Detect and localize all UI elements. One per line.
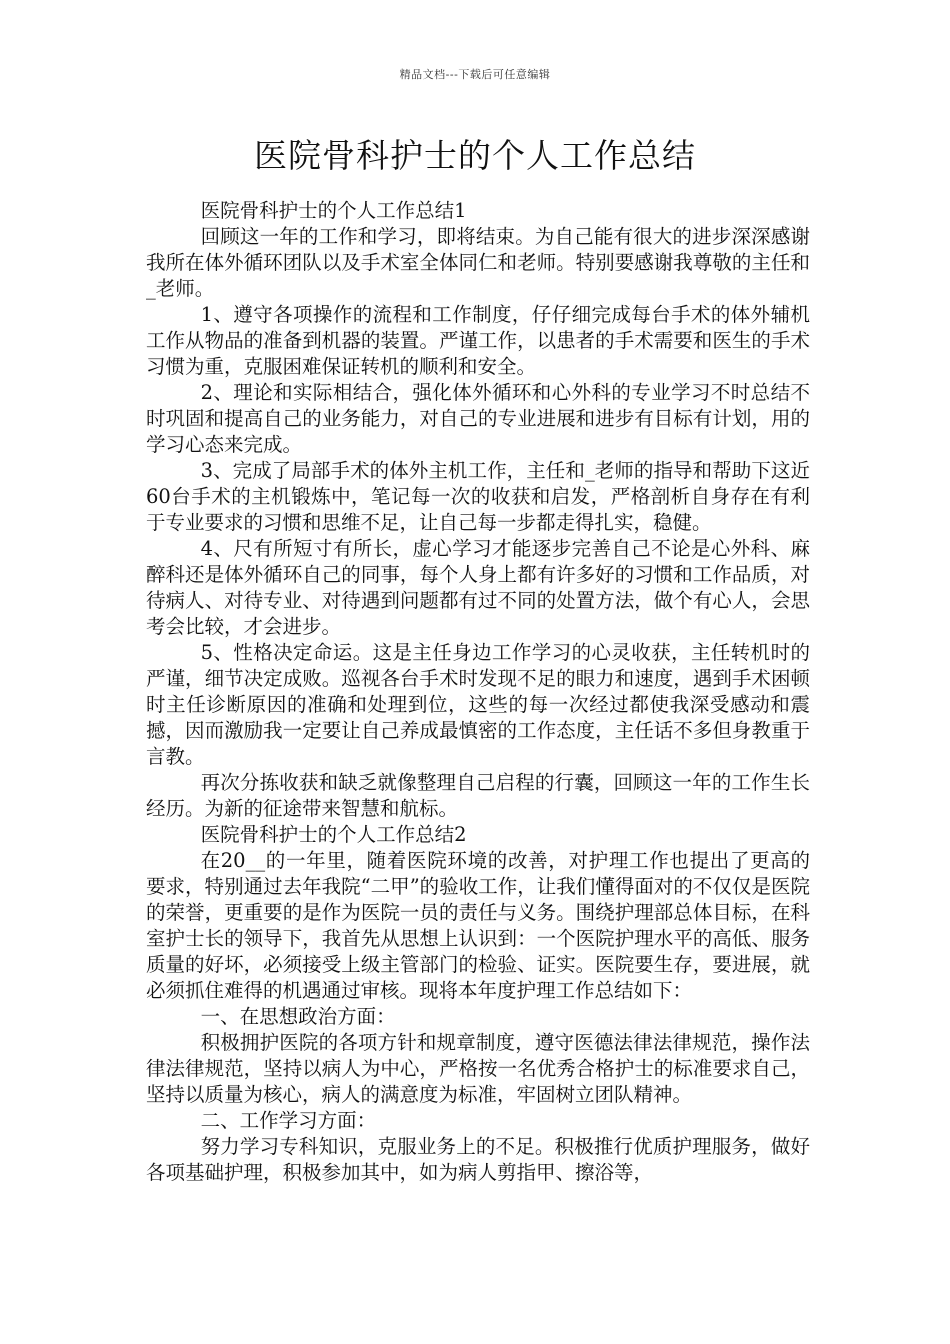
paragraph: 努力学习专科知识，克服业务上的不足。积极推行优质护理服务，做好各项基础护理，积极参加其中，如为病人剪指甲、擦浴等， — [146, 1135, 810, 1184]
paragraph: 1、遵守各项操作的流程和工作制度，仔仔细完成每台手术的体外辅机工作从物品的准备到机器的装置。严谨工作，以患者的手术需要和医生的手术习惯为重，克服困难保证转机的顺利和安全。 — [146, 303, 810, 378]
paragraph: 2、理论和实际相结合，强化体外循环和心外科的专业学习不时总结不时巩固和提高自己的业务能力，对自己的专业进展和进步有目标有计划，用的学习心态来完成。 — [146, 381, 810, 456]
paragraph: 4、尺有所短寸有所长，虚心学习才能逐步完善自己不论是心外科、麻醉科还是体外循环自己的同事，每个人身上都有许多好的习惯和工作品质，对待病人、对待专业、对待遇到问题都有过不同的处置方法，做个有心人，会思考会比较，才会进步。 — [146, 537, 810, 638]
subheading: 二、工作学习方面： — [200, 1109, 377, 1132]
document-title: 医院骨科护士的个人工作总结 — [254, 136, 696, 175]
paragraph: 5、性格决定命运。这是主任身边工作学习的心灵收获，主任转机时的严谨，细节决定成败。巡视各台手术时发现不足的眼力和速度，遇到手术困顿时主任诊断原因的准确和处理到位，这些的每一次经过都使我深受感动和震撼，因而激励我一定要让自己养成最慎密的工作态度，主任话不多但身教重于言教。 — [146, 641, 810, 768]
section-heading-1: 医院骨科护士的个人工作总结1 — [200, 199, 467, 222]
paragraph: 3、完成了局部手术的体外主机工作，主任和_老师的指导和帮助下这近60台手术的主机锻炼中，笔记每一次的收获和启发，严格剖析自身存在有利于专业要求的习惯和思维不足，让自己每一步都走得扎实，稳健。 — [146, 459, 810, 534]
subheading: 一、在思想政治方面： — [200, 1005, 396, 1028]
header-note: 精品文档---下载后可任意编辑 — [399, 68, 551, 81]
paragraph: 回顾这一年的工作和学习，即将结束。为自己能有很大的进步深深感谢我所在体外循环团队以及手术室全体同仁和老师。特别要感谢我尊敬的主任和_老师。 — [146, 225, 810, 300]
document-body — [146, 198, 810, 1186]
paragraph: 再次分拣收获和缺乏就像整理自己启程的行囊，回顾这一年的工作生长经历。为新的征途带来智慧和航标。 — [146, 771, 810, 820]
section-heading-2: 医院骨科护士的个人工作总结2 — [200, 823, 467, 846]
paragraph: 积极拥护医院的各项方针和规章制度，遵守医德法律法律规范，操作法律法律规范，坚持以病人为中心，严格按一名优秀合格护士的标准要求自己，坚持以质量为核心，病人的满意度为标准，牢固树立团队精神。 — [146, 1031, 810, 1106]
paragraph: 在20__的一年里，随着医院环境的改善，对护理工作也提出了更高的要求，特别通过去年我院“二甲”的验收工作，让我们懂得面对的不仅仅是医院的荣誉，更重要的是作为医院一员的责任与义务。围绕护理部总体目标，在科室护士长的领导下，我首先从思想上认识到：一个医院护理水平的高低、服务质量的好坏，必须接受上级主管部门的检验、证实。医院要生存，要进展，就必须抓住难得的机遇通过审核。现将本年度护理工作总结如下： — [146, 849, 810, 1002]
